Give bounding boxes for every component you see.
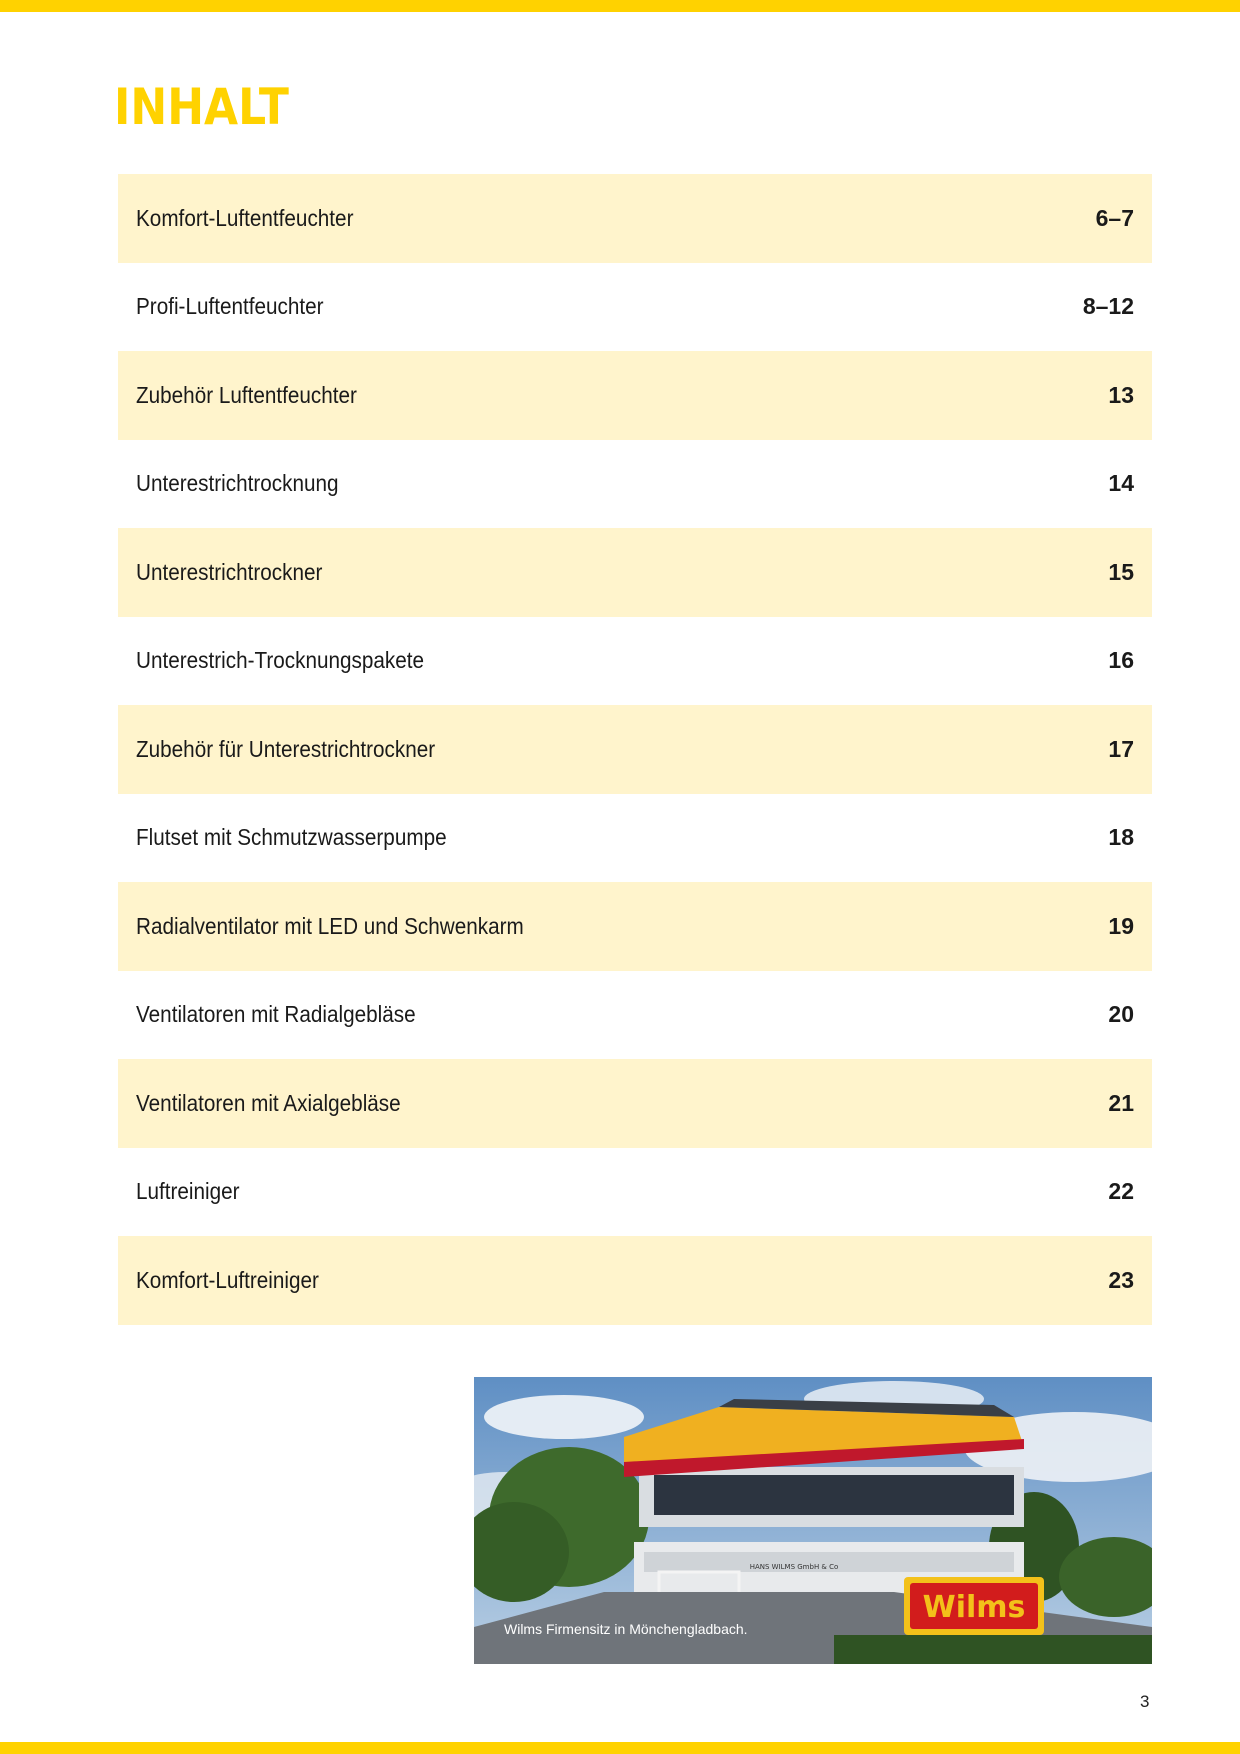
toc-label: Unterestrichtrocknung	[136, 470, 339, 497]
table-of-contents	[118, 174, 1152, 1325]
wilms-sign-text: Wilms	[922, 1590, 1026, 1625]
toc-label: Komfort-Luftreiniger	[136, 1266, 319, 1293]
toc-page: 18	[1108, 824, 1134, 851]
toc-label: Unterestrich-Trocknungspakete	[136, 647, 425, 674]
toc-row[interactable]	[118, 1148, 1152, 1237]
toc-row[interactable]	[118, 705, 1152, 794]
headquarters-photo	[474, 1377, 1152, 1664]
toc-row[interactable]	[118, 528, 1152, 617]
toc-page: 22	[1108, 1178, 1134, 1205]
toc-label: Luftreiniger	[136, 1178, 240, 1205]
toc-row[interactable]	[118, 351, 1152, 440]
top-accent-bar	[0, 0, 1240, 12]
page-title: INHALT	[114, 78, 289, 136]
toc-page: 21	[1108, 1089, 1134, 1116]
toc-page: 15	[1108, 558, 1134, 585]
toc-label: Unterestrichtrockner	[136, 558, 323, 585]
toc-page: 16	[1108, 647, 1134, 674]
windows	[654, 1475, 1014, 1515]
toc-page: 23	[1108, 1266, 1134, 1293]
toc-row[interactable]	[118, 263, 1152, 352]
toc-page: 8–12	[1082, 293, 1134, 320]
toc-row[interactable]	[118, 1059, 1152, 1148]
toc-row[interactable]	[118, 971, 1152, 1060]
page-number: 3	[1140, 1692, 1150, 1711]
toc-page: 17	[1108, 735, 1134, 762]
toc-page: 13	[1108, 381, 1134, 408]
bottom-accent-bar	[0, 1742, 1240, 1754]
toc-label: Profi-Luftentfeuchter	[136, 293, 324, 320]
toc-label: Flutset mit Schmutzwasserpumpe	[136, 824, 447, 851]
toc-row[interactable]	[118, 617, 1152, 706]
toc-label: Zubehör für Unterestrichtrockner	[136, 735, 436, 762]
toc-row[interactable]	[118, 882, 1152, 971]
toc-label: Ventilatoren mit Radialgebläse	[136, 1001, 416, 1028]
cloud	[484, 1395, 644, 1439]
toc-row[interactable]	[118, 174, 1152, 263]
toc-row[interactable]	[118, 440, 1152, 529]
toc-label: Ventilatoren mit Axialgebläse	[136, 1089, 401, 1116]
toc-page: 20	[1108, 1001, 1134, 1028]
toc-label: Komfort-Luftentfeuchter	[136, 204, 354, 231]
photo-caption: Wilms Firmensitz in Mönchengladbach.	[504, 1621, 748, 1637]
hedge	[834, 1635, 1152, 1664]
toc-page: 6–7	[1095, 204, 1134, 231]
building-sign-text: HANS WILMS GmbH & Co	[749, 1563, 839, 1571]
toc-page: 14	[1108, 470, 1134, 497]
toc-label: Zubehör Luftentfeuchter	[136, 381, 357, 408]
toc-page: 19	[1108, 912, 1134, 939]
toc-row[interactable]	[118, 1236, 1152, 1325]
toc-label: Radialventilator mit LED und Schwenkarm	[136, 912, 524, 939]
toc-row[interactable]	[118, 794, 1152, 883]
